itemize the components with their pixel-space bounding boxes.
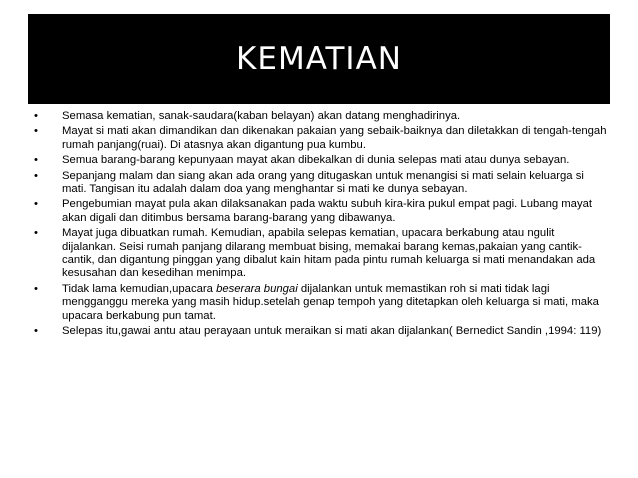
title-banner: [28, 14, 610, 104]
bullet-text-start: Tidak lama kemudian,upacara: [62, 282, 217, 295]
bullet-icon: •: [34, 198, 38, 211]
bullet-text: Sepanjang malam dan siang akan ada orang yang ditugaskan untuk menangisi si mati selain keluarga si mati. Tangisan itu adalah dalam doa yang menghantar si mati ke dunya sebayan.: [62, 169, 584, 196]
bullet-list: [34, 110, 608, 341]
bullet-icon: •: [34, 227, 38, 240]
list-item: [34, 110, 608, 123]
bullet-text: Semua barang-barang kepunyaan mayat akan dibekalkan di dunia selepas mati atau dunya sebayan.: [62, 154, 570, 167]
slide-title: KEMATIAN: [236, 40, 402, 77]
italic-term: beserara bungai: [216, 282, 298, 295]
list-item: [34, 227, 608, 281]
bullet-icon: •: [34, 282, 38, 295]
list-item: [34, 198, 608, 225]
bullet-icon: •: [34, 125, 38, 138]
bullet-icon: •: [34, 154, 38, 167]
list-item: [34, 154, 608, 167]
bullet-text: Selepas itu,gawai antu atau perayaan untuk meraikan si mati akan dijalankan( Bernedict Sandin ,1994: 119): [62, 325, 602, 338]
list-item: [34, 170, 608, 197]
bullet-text: [62, 283, 599, 322]
bullet-icon: •: [34, 325, 38, 338]
bullet-text: Mayat juga dibuatkan rumah. Kemudian, apabila selepas kematian, upacara berkabung atau ngulit dijalankan. Seisi rumah panjang dilarang membuat bising, memakai barang kemas,pakaian yang cantik-cantik, dan digantung pinggan yang dibalut kain hitam pada pintu rumah keluarga si mati menandakan ada kesusahan dan kesedihan menimpa.: [62, 227, 596, 280]
list-item: [34, 283, 608, 323]
bullet-icon: •: [34, 169, 38, 182]
bullet-text: Mayat si mati akan dimandikan dan dikenakan pakaian yang sebaik-baiknya dan diletakkan di tengah-tengah rumah panjang(ruai). Di atasnya akan digantung pua kumbu.: [62, 125, 607, 151]
bullet-icon: •: [34, 110, 38, 122]
list-item: [34, 325, 608, 338]
bullet-text: Pengebumian mayat pula akan dilaksanakan pada waktu subuh kira-kira pukul empat pagi. Lubang mayat akan digali dan ditimbus bersama barang-barang yang dibawanya.: [62, 198, 593, 224]
bullet-text: Semasa kematian, sanak-saudara(kaban belayan) akan datang menghadirinya.: [62, 110, 461, 122]
list-item: [34, 125, 608, 152]
bullet-text-end: dijalankan untuk memastikan roh si mati tidak lagi mengganggu mereka yang masih hidup.setelah genap tempoh yang ditetapkan oleh keluarga si mati, maka upacara berkabung pun tamat.: [62, 282, 599, 322]
